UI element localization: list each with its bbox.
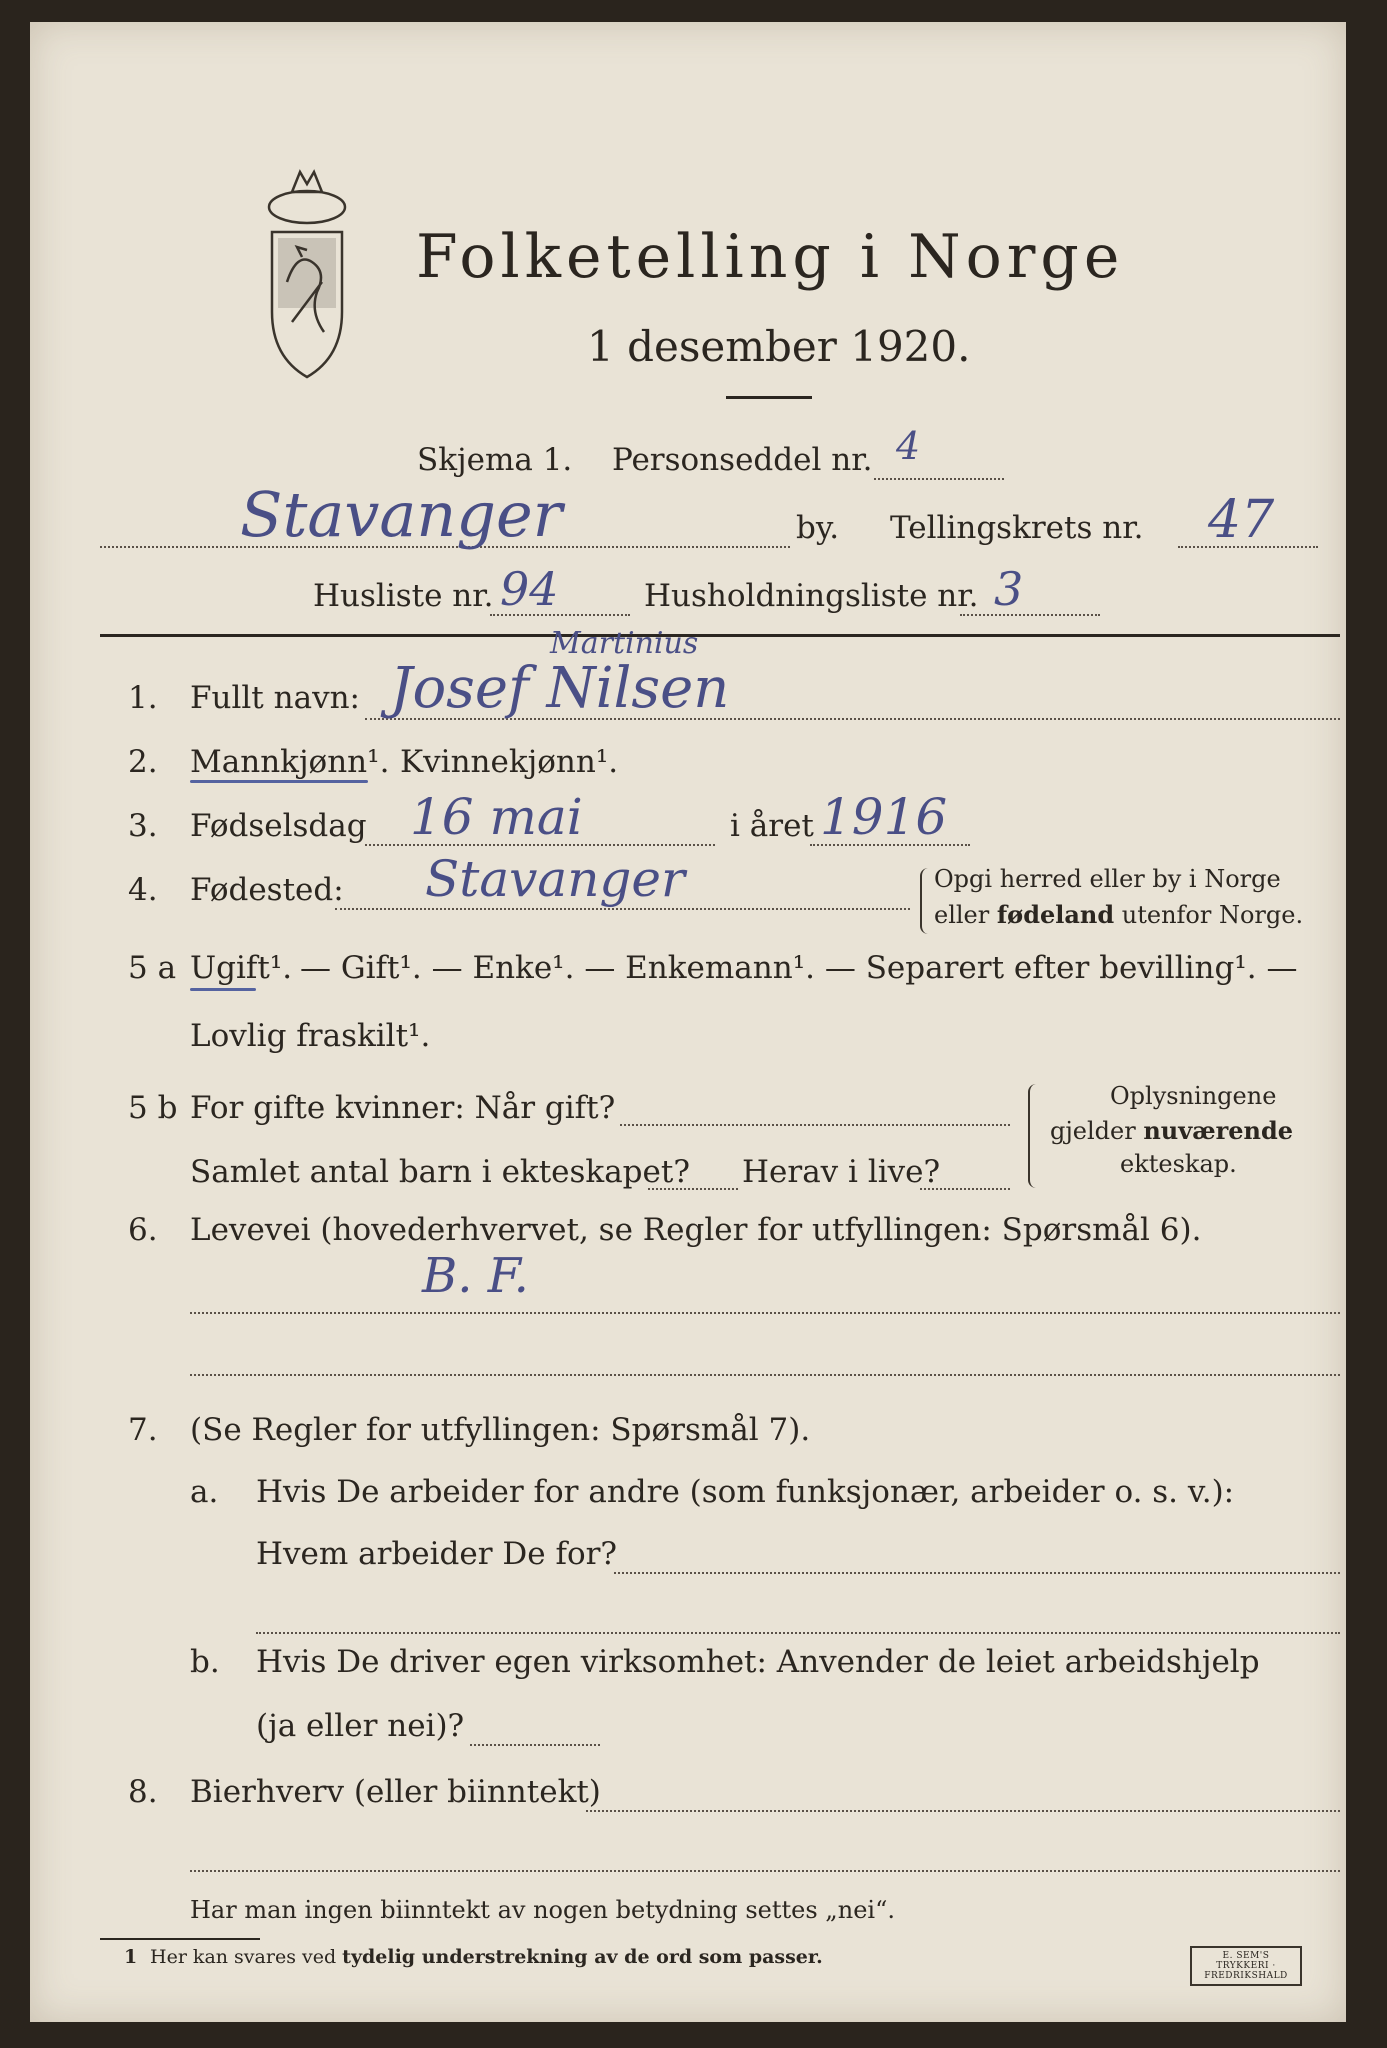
q3-year-value[interactable]: 1916: [820, 788, 948, 846]
printer-stamp: E. SEM'S TRYKKERI · FREDRIKSHALD: [1190, 1946, 1302, 1986]
q6-value[interactable]: B. F.: [422, 1248, 529, 1304]
q5a-options[interactable]: — Gift¹. — Enke¹. — Enkemann¹. — Separert efter bevilling¹. —: [300, 950, 1298, 986]
q7b-number: b.: [190, 1644, 220, 1680]
q1-insert[interactable]: Martinius: [550, 626, 699, 661]
q5b-line1: For gifte kvinner: Når gift?: [190, 1090, 616, 1126]
q6-line-1: [190, 1312, 1340, 1314]
footnote-text: Her kan svares ved tydelig understrekning av de ord som passer.: [150, 1946, 823, 1968]
q4-line: [335, 908, 910, 910]
q6-number: 6.: [128, 1212, 158, 1248]
q1-number: 1.: [128, 680, 158, 716]
q7b-line2: (ja eller nei)?: [256, 1708, 465, 1744]
header-rule: [100, 634, 1340, 637]
q7a-line2: Hvem arbeider De for?: [256, 1536, 618, 1572]
q2-male-underline: [190, 780, 368, 783]
q8-line-2: [190, 1870, 1340, 1872]
tellingskrets-label: Tellingskrets nr.: [890, 510, 1144, 546]
husliste-value[interactable]: 94: [500, 562, 559, 616]
q8-line: [586, 1810, 1340, 1812]
personseddel-label: Personseddel nr.: [612, 442, 873, 478]
q5a-number: 5 a: [128, 950, 177, 986]
q8-number: 8.: [128, 1774, 158, 1810]
q4-note-1: Opgi herred eller by i Norge: [934, 865, 1281, 893]
schema-label: Skjema 1.: [417, 442, 573, 478]
q5b-note-2: gjelder nuværende: [1050, 1116, 1294, 1145]
footnote-rule: [100, 1938, 260, 1940]
q7a-line-2: [256, 1632, 1340, 1634]
q5b-note-3: ekteskap.: [1120, 1150, 1237, 1178]
q4-brace: [920, 868, 930, 934]
q2-male[interactable]: Mannkjønn¹.: [190, 744, 390, 780]
q4-note-2: eller fødeland utenfor Norge.: [934, 900, 1304, 929]
q1-value[interactable]: Josef Nilsen: [390, 656, 730, 721]
husliste-label: Husliste nr.: [313, 578, 494, 614]
q7a-line: [614, 1572, 1340, 1574]
q4-number: 4.: [128, 872, 158, 908]
q5b-line2b: Herav i live?: [742, 1154, 941, 1190]
q7b-line1: Hvis De driver egen virksomhet: Anvender de leiet arbeidshjelp: [256, 1644, 1260, 1680]
q3-label: Fødselsdag: [190, 808, 367, 844]
footnote-mark: 1: [124, 1946, 138, 1968]
husholdningsliste-value[interactable]: 3: [994, 562, 1024, 616]
q3-value[interactable]: 16 mai: [410, 788, 583, 846]
husholdningsliste-line: [960, 614, 1100, 616]
q7a-line1: Hvis De arbeider for andre (som funksjonær, arbeider o. s. v.):: [256, 1474, 1235, 1510]
q2-female[interactable]: Kvinnekjønn¹.: [400, 744, 619, 780]
q5b-barn-line: [648, 1188, 738, 1190]
q6-line-2: [190, 1374, 1340, 1376]
personseddel-value[interactable]: 4: [896, 424, 921, 468]
norway-coat-of-arms-icon: [252, 162, 362, 382]
q3-number: 3.: [128, 808, 158, 844]
q6-label: Levevei (hovederhvervet, se Regler for utfyllingen: Spørsmål 6).: [190, 1212, 1202, 1248]
q7a-number: a.: [190, 1474, 219, 1510]
q5b-note-1: Oplysningene: [1110, 1082, 1277, 1110]
q3-year-label: i året: [730, 808, 814, 844]
city-suffix: by.: [796, 510, 840, 546]
q5b-brace: [1028, 1084, 1040, 1188]
city-value[interactable]: Stavanger: [240, 478, 563, 551]
tellingskrets-value[interactable]: 47: [1208, 490, 1275, 550]
q4-value[interactable]: Stavanger: [425, 850, 685, 908]
husholdningsliste-label: Husholdningsliste nr.: [644, 578, 979, 614]
form-title: Folketelling i Norge: [416, 222, 1125, 292]
personseddel-line: [874, 478, 1004, 480]
q4-label: Fødested:: [190, 872, 344, 908]
q5b-live-line: [920, 1188, 1010, 1190]
q7b-line: [470, 1744, 600, 1746]
q5a-ugift-underline: [190, 988, 256, 991]
q7-label: (Se Regler for utfyllingen: Spørsmål 7).: [190, 1412, 811, 1448]
q5b-line2a: Samlet antal barn i ekteskapet?: [190, 1154, 690, 1190]
q1-label: Fullt navn:: [190, 680, 360, 716]
q5b-gift-line: [620, 1124, 1010, 1126]
q8-note: Har man ingen biinntekt av nogen betydning settes „nei“.: [190, 1896, 895, 1924]
q5b-number: 5 b: [128, 1090, 178, 1126]
q2-number: 2.: [128, 744, 158, 780]
census-date: 1 desember 1920.: [587, 322, 971, 371]
title-divider: [726, 396, 812, 399]
q5a-ugift[interactable]: Ugift¹.: [190, 950, 293, 986]
q5a-fraskilt[interactable]: Lovlig fraskilt¹.: [190, 1018, 431, 1054]
census-form-page: [30, 22, 1346, 2022]
q8-label: Bierhverv (eller biinntekt): [190, 1774, 601, 1810]
q7-number: 7.: [128, 1412, 158, 1448]
